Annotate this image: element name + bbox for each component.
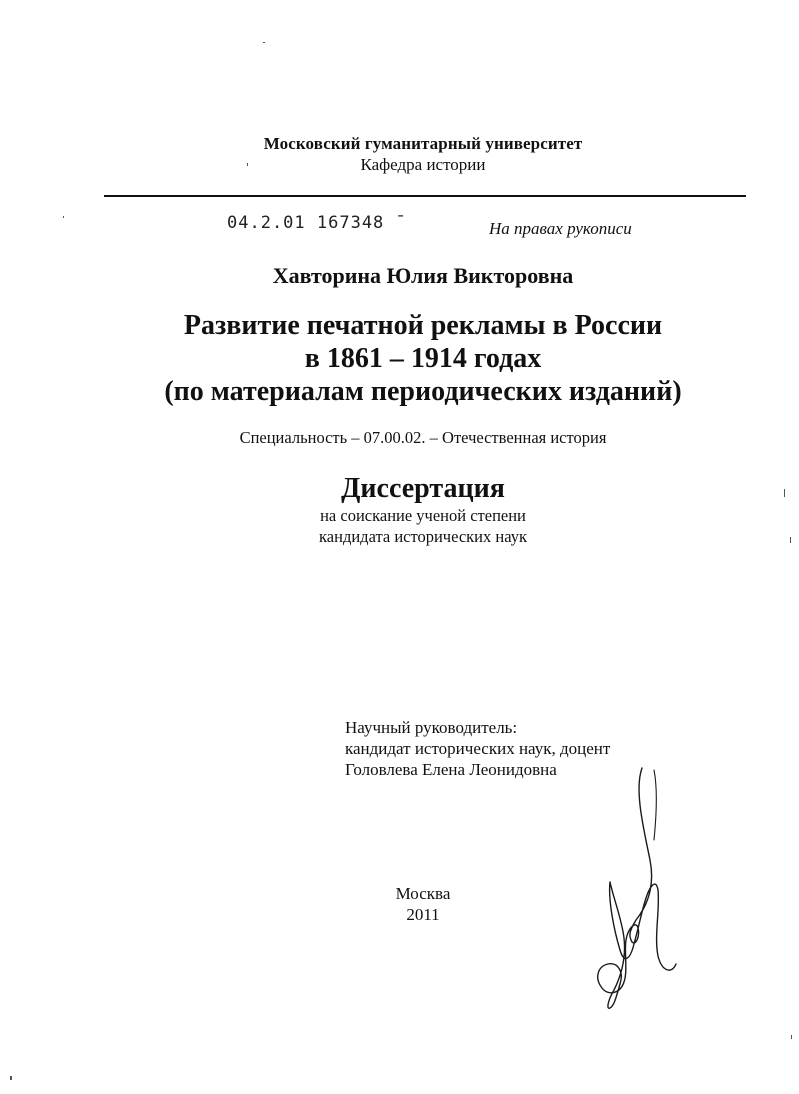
rights-note: На правах рукописи <box>489 219 632 238</box>
scan-speck <box>63 216 64 218</box>
degree-line-1: на соискание ученой степени <box>320 506 526 525</box>
thesis-title-line-2: в 1861 – 1914 годах <box>304 343 542 374</box>
scan-speck <box>790 537 791 543</box>
supervisor-credentials: кандидат исторических наук, доцент <box>345 739 611 758</box>
department-name: Кафедра истории <box>360 155 486 174</box>
specialty: Специальность – 07.00.02. – Отечественная история <box>239 428 607 447</box>
city: Москва <box>395 884 451 903</box>
supervisor-label: Научный руководитель: <box>345 718 518 737</box>
author-name: Хавторина Юлия Викторовна <box>272 263 574 288</box>
scan-speck <box>791 1035 792 1039</box>
document-type: Диссертация <box>341 473 505 504</box>
scan-speck <box>10 1076 12 1080</box>
year: 2011 <box>406 905 440 924</box>
stamp-dash: ˉ <box>384 213 407 233</box>
thesis-title-line-3: (по материалам периодических изданий) <box>164 376 682 407</box>
scan-speck <box>784 489 785 497</box>
university-name: Московский гуманитарный университет <box>263 134 583 153</box>
registration-stamp <box>227 213 407 233</box>
supervisor-name: Головлева Елена Леонидовна <box>345 760 557 779</box>
stamp-code: 04.2.01 167348 <box>227 213 385 233</box>
degree-line-2: кандидата исторических наук <box>319 527 527 546</box>
thesis-title-line-1: Развитие печатной рекламы в России <box>183 310 663 341</box>
handwritten-signature-icon <box>584 760 684 1020</box>
scan-speck <box>247 163 248 166</box>
scan-speck <box>263 42 265 43</box>
header-divider <box>104 195 746 197</box>
